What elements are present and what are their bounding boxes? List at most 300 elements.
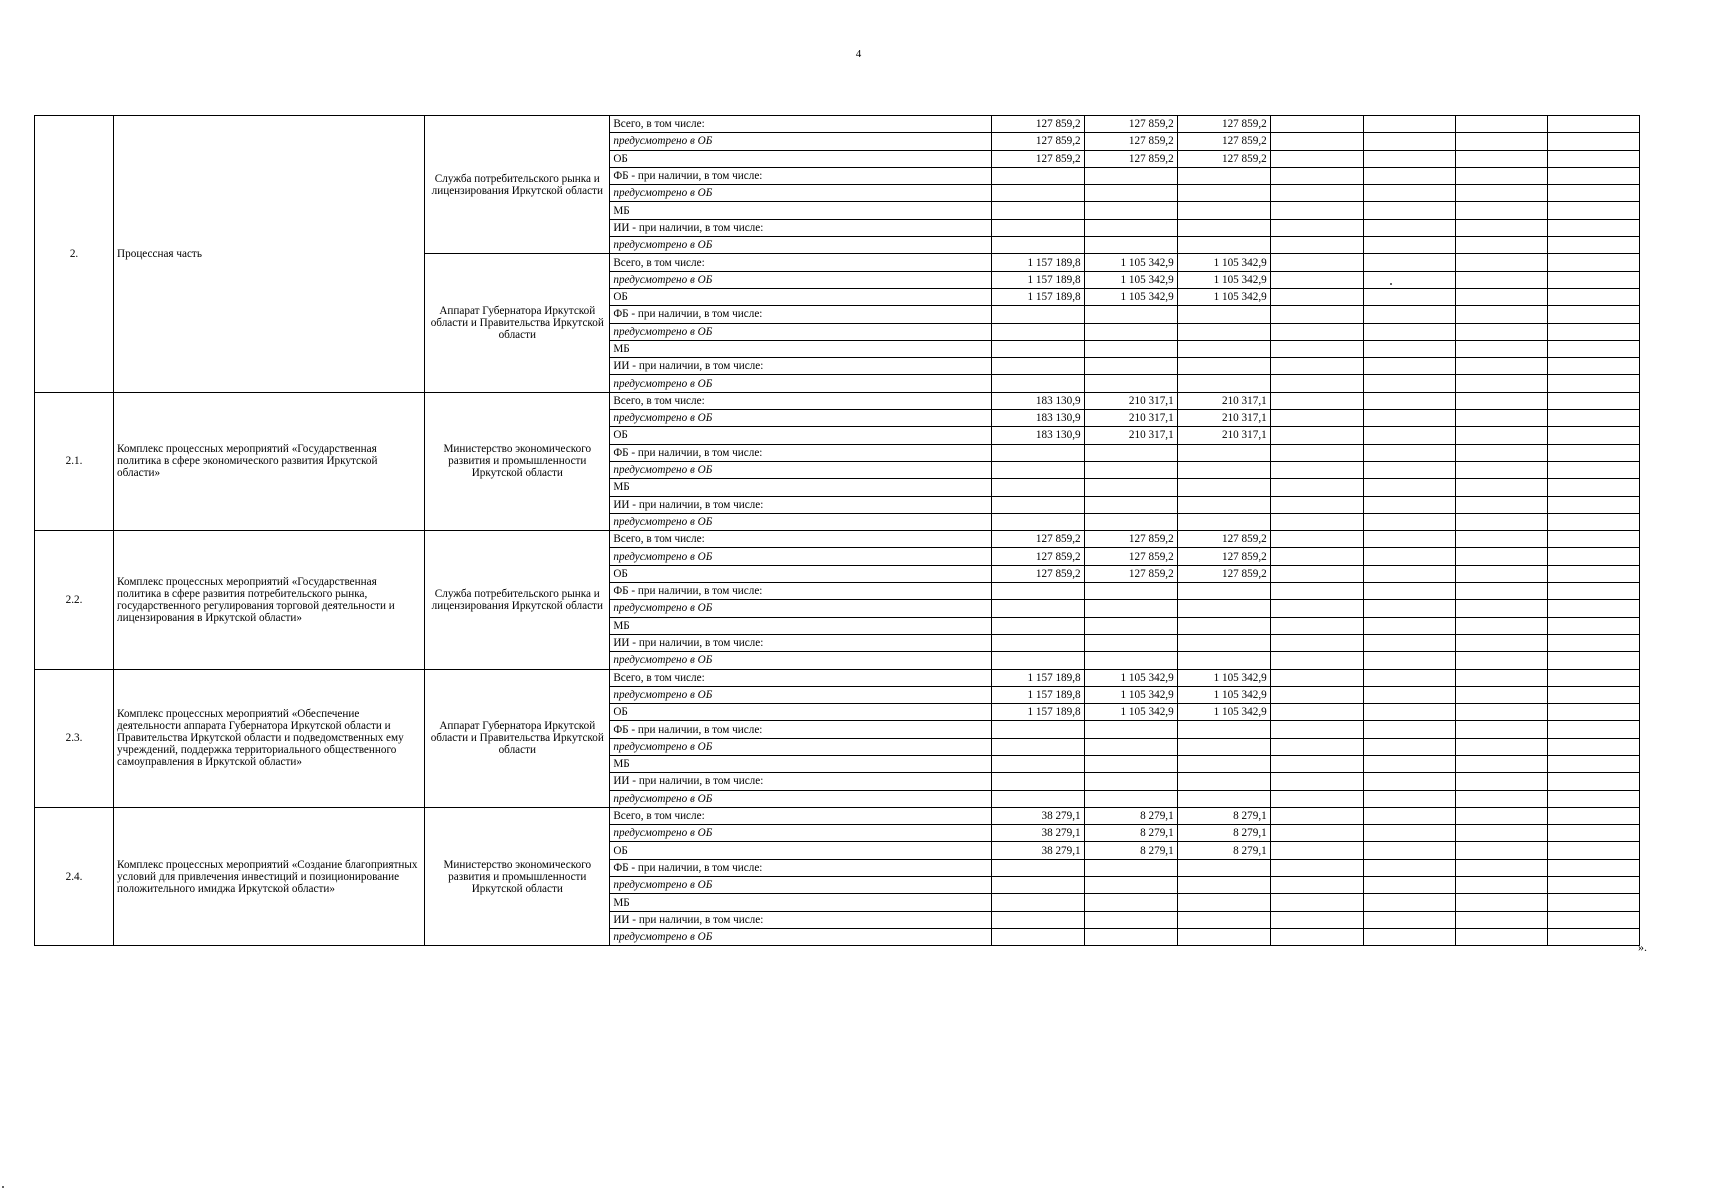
empty-cell — [991, 306, 1084, 323]
funding-value: 127 859,2 — [1177, 531, 1270, 548]
empty-cell — [1084, 928, 1177, 945]
funding-value: 1 105 342,9 — [1084, 271, 1177, 288]
empty-cell — [991, 513, 1084, 530]
empty-cell — [1547, 340, 1639, 357]
funding-value: 1 105 342,9 — [1177, 288, 1270, 305]
source-provided-ob: предусмотрено в ОБ — [610, 375, 991, 392]
empty-cell — [1547, 254, 1639, 271]
empty-cell — [1270, 859, 1363, 876]
empty-cell — [1084, 237, 1177, 254]
empty-cell — [1363, 825, 1455, 842]
funding-value: 183 130,9 — [991, 410, 1084, 427]
empty-cell — [1547, 911, 1639, 928]
empty-cell — [1547, 323, 1639, 340]
empty-cell — [1270, 825, 1363, 842]
empty-cell — [1455, 583, 1547, 600]
empty-cell — [1084, 340, 1177, 357]
empty-cell — [1270, 928, 1363, 945]
empty-cell — [1270, 652, 1363, 669]
empty-cell — [1084, 496, 1177, 513]
source-fb: ФБ - при наличии, в том числе: — [610, 583, 991, 600]
empty-cell — [1363, 375, 1455, 392]
empty-cell — [1270, 738, 1363, 755]
empty-cell — [1177, 583, 1270, 600]
empty-cell — [1363, 306, 1455, 323]
empty-cell — [1547, 358, 1639, 375]
empty-cell — [1084, 721, 1177, 738]
empty-cell — [1455, 219, 1547, 236]
funding-value: 8 279,1 — [1177, 807, 1270, 824]
empty-cell — [1547, 773, 1639, 790]
empty-cell — [991, 479, 1084, 496]
source-mb: МБ — [610, 479, 991, 496]
empty-cell — [1363, 496, 1455, 513]
empty-cell — [1547, 807, 1639, 824]
empty-cell — [1455, 686, 1547, 703]
responsible-executor: Министерство экономического развития и промышленности Иркутской области — [425, 392, 610, 530]
empty-cell — [1363, 427, 1455, 444]
empty-cell — [1363, 911, 1455, 928]
funding-value: 127 859,2 — [1177, 133, 1270, 150]
source-provided-ob: предусмотрено в ОБ — [610, 790, 991, 807]
empty-cell — [1270, 461, 1363, 478]
empty-cell — [991, 167, 1084, 184]
responsible-executor: Аппарат Губернатора Иркутской области и Правительства Иркутской области — [425, 669, 610, 807]
empty-cell — [1084, 877, 1177, 894]
item-number: 2. — [35, 116, 114, 393]
empty-cell — [1177, 600, 1270, 617]
empty-cell — [991, 634, 1084, 651]
empty-cell — [1455, 167, 1547, 184]
empty-cell — [1084, 306, 1177, 323]
empty-cell — [1177, 773, 1270, 790]
empty-cell — [1547, 306, 1639, 323]
empty-cell — [991, 755, 1084, 772]
empty-cell — [1177, 877, 1270, 894]
empty-cell — [1363, 669, 1455, 686]
empty-cell — [1084, 773, 1177, 790]
empty-cell — [991, 185, 1084, 202]
empty-cell — [1363, 444, 1455, 461]
empty-cell — [1177, 358, 1270, 375]
empty-cell — [1455, 825, 1547, 842]
empty-cell — [1084, 583, 1177, 600]
empty-cell — [1177, 479, 1270, 496]
source-ob: ОБ — [610, 288, 991, 305]
empty-cell — [1270, 583, 1363, 600]
empty-cell — [1455, 513, 1547, 530]
source-ii: ИИ - при наличии, в том числе: — [610, 496, 991, 513]
empty-cell — [1455, 133, 1547, 150]
empty-cell — [1363, 531, 1455, 548]
empty-cell — [1270, 133, 1363, 150]
empty-cell — [1270, 877, 1363, 894]
empty-cell — [1547, 600, 1639, 617]
empty-cell — [1363, 219, 1455, 236]
empty-cell — [1455, 358, 1547, 375]
funding-value: 1 157 189,8 — [991, 271, 1084, 288]
empty-cell — [1084, 167, 1177, 184]
empty-cell — [1455, 721, 1547, 738]
empty-cell — [1270, 237, 1363, 254]
empty-cell — [1084, 634, 1177, 651]
item-number: 2.3. — [35, 669, 114, 807]
source-provided-ob: предусмотрено в ОБ — [610, 271, 991, 288]
empty-cell — [1270, 271, 1363, 288]
funding-value: 1 157 189,8 — [991, 669, 1084, 686]
source-ob: ОБ — [610, 704, 991, 721]
budget-table-body — [35, 116, 1640, 946]
empty-cell — [991, 773, 1084, 790]
funding-value: 8 279,1 — [1177, 825, 1270, 842]
source-ob: ОБ — [610, 427, 991, 444]
funding-value: 183 130,9 — [991, 392, 1084, 409]
empty-cell — [1270, 548, 1363, 565]
empty-cell — [1363, 894, 1455, 911]
funding-value: 1 105 342,9 — [1084, 669, 1177, 686]
item-name: Комплекс процессных мероприятий «Обеспечение деятельности аппарата Губернатора Иркутской области и Правительства Иркутской области и подведомственных ему учреждений, поддержка территориального общественного самоуправления в Иркутской области» — [114, 669, 425, 807]
source-provided-ob: предусмотрено в ОБ — [610, 513, 991, 530]
empty-cell — [1084, 911, 1177, 928]
empty-cell — [991, 652, 1084, 669]
empty-cell — [1084, 755, 1177, 772]
source-mb: МБ — [610, 617, 991, 634]
funding-value: 210 317,1 — [1084, 410, 1177, 427]
empty-cell — [1547, 167, 1639, 184]
empty-cell — [1455, 185, 1547, 202]
empty-cell — [1270, 219, 1363, 236]
empty-cell — [1455, 340, 1547, 357]
empty-cell — [1455, 548, 1547, 565]
empty-cell — [1363, 358, 1455, 375]
empty-cell — [1270, 704, 1363, 721]
empty-cell — [1084, 479, 1177, 496]
funding-value: 38 279,1 — [991, 842, 1084, 859]
empty-cell — [991, 859, 1084, 876]
item-number: 2.1. — [35, 392, 114, 530]
empty-cell — [1455, 427, 1547, 444]
empty-cell — [1547, 859, 1639, 876]
empty-cell — [1547, 133, 1639, 150]
table-row — [35, 807, 1640, 824]
funding-value: 127 859,2 — [1084, 116, 1177, 133]
source-ii: ИИ - при наличии, в том числе: — [610, 773, 991, 790]
empty-cell — [1084, 358, 1177, 375]
empty-cell — [1455, 306, 1547, 323]
empty-cell — [1177, 634, 1270, 651]
empty-cell — [1270, 150, 1363, 167]
empty-cell — [1455, 600, 1547, 617]
empty-cell — [1270, 790, 1363, 807]
empty-cell — [1270, 167, 1363, 184]
empty-cell — [1363, 755, 1455, 772]
empty-cell — [1270, 513, 1363, 530]
empty-cell — [1547, 219, 1639, 236]
empty-cell — [1177, 911, 1270, 928]
source-provided-ob: предусмотрено в ОБ — [610, 237, 991, 254]
empty-cell — [1177, 202, 1270, 219]
empty-cell — [991, 323, 1084, 340]
empty-cell — [1547, 755, 1639, 772]
empty-cell — [1084, 859, 1177, 876]
empty-cell — [1270, 807, 1363, 824]
empty-cell — [1177, 928, 1270, 945]
source-ii: ИИ - при наличии, в том числе: — [610, 634, 991, 651]
empty-cell — [1084, 202, 1177, 219]
responsible-executor: Служба потребительского рынка и лицензирования Иркутской области — [425, 531, 610, 669]
table-row — [35, 116, 1640, 133]
empty-cell — [1455, 877, 1547, 894]
source-fb: ФБ - при наличии, в том числе: — [610, 167, 991, 184]
empty-cell — [1547, 410, 1639, 427]
funding-value: 127 859,2 — [991, 548, 1084, 565]
source-fb: ФБ - при наличии, в том числе: — [610, 444, 991, 461]
empty-cell — [1177, 790, 1270, 807]
empty-cell — [1455, 375, 1547, 392]
empty-cell — [1455, 202, 1547, 219]
empty-cell — [1270, 565, 1363, 582]
empty-cell — [1270, 410, 1363, 427]
empty-cell — [1270, 755, 1363, 772]
empty-cell — [1363, 652, 1455, 669]
empty-cell — [1547, 185, 1639, 202]
empty-cell — [1084, 461, 1177, 478]
closing-quote: ». — [1638, 940, 1647, 954]
empty-cell — [1363, 461, 1455, 478]
funding-value: 127 859,2 — [1084, 531, 1177, 548]
source-total: Всего, в том числе: — [610, 531, 991, 548]
empty-cell — [1270, 842, 1363, 859]
empty-cell — [1177, 237, 1270, 254]
empty-cell — [1547, 634, 1639, 651]
empty-cell — [991, 340, 1084, 357]
empty-cell — [991, 928, 1084, 945]
source-mb: МБ — [610, 894, 991, 911]
empty-cell — [1547, 686, 1639, 703]
empty-cell — [1455, 894, 1547, 911]
table-row — [35, 392, 1640, 409]
empty-cell — [991, 375, 1084, 392]
empty-cell — [1270, 479, 1363, 496]
empty-cell — [1177, 513, 1270, 530]
funding-value: 127 859,2 — [1084, 565, 1177, 582]
empty-cell — [1084, 513, 1177, 530]
empty-cell — [991, 877, 1084, 894]
empty-cell — [991, 461, 1084, 478]
source-total: Всего, в том числе: — [610, 669, 991, 686]
empty-cell — [1363, 738, 1455, 755]
empty-cell — [1363, 583, 1455, 600]
empty-cell — [1363, 721, 1455, 738]
empty-cell — [1363, 790, 1455, 807]
empty-cell — [1455, 392, 1547, 409]
empty-cell — [1084, 738, 1177, 755]
empty-cell — [991, 790, 1084, 807]
empty-cell — [1547, 894, 1639, 911]
source-provided-ob: предусмотрено в ОБ — [610, 825, 991, 842]
budget-table — [34, 115, 1640, 946]
funding-value: 8 279,1 — [1177, 842, 1270, 859]
empty-cell — [1455, 807, 1547, 824]
empty-cell — [1177, 738, 1270, 755]
item-number: 2.2. — [35, 531, 114, 669]
empty-cell — [1177, 444, 1270, 461]
empty-cell — [1455, 617, 1547, 634]
empty-cell — [1455, 461, 1547, 478]
empty-cell — [1363, 807, 1455, 824]
source-provided-ob: предусмотрено в ОБ — [610, 133, 991, 150]
source-total: Всего, в том числе: — [610, 254, 991, 271]
empty-cell — [1363, 686, 1455, 703]
empty-cell — [1363, 548, 1455, 565]
empty-cell — [1363, 842, 1455, 859]
empty-cell — [1547, 617, 1639, 634]
empty-cell — [1363, 288, 1455, 305]
empty-cell — [1363, 202, 1455, 219]
empty-cell — [1547, 531, 1639, 548]
empty-cell — [1270, 375, 1363, 392]
source-fb: ФБ - при наличии, в том числе: — [610, 306, 991, 323]
empty-cell — [1455, 790, 1547, 807]
empty-cell — [1547, 738, 1639, 755]
empty-cell — [1547, 444, 1639, 461]
empty-cell — [1547, 271, 1639, 288]
funding-value: 8 279,1 — [1084, 842, 1177, 859]
empty-cell — [1270, 288, 1363, 305]
empty-cell — [1455, 652, 1547, 669]
funding-value: 210 317,1 — [1084, 427, 1177, 444]
empty-cell — [1547, 461, 1639, 478]
empty-cell — [1270, 911, 1363, 928]
empty-cell — [1547, 513, 1639, 530]
empty-cell — [1270, 306, 1363, 323]
empty-cell — [1084, 652, 1177, 669]
empty-cell — [1177, 340, 1270, 357]
funding-value: 1 105 342,9 — [1177, 686, 1270, 703]
empty-cell — [1363, 116, 1455, 133]
empty-cell — [1177, 859, 1270, 876]
empty-cell — [1363, 323, 1455, 340]
source-fb: ФБ - при наличии, в том числе: — [610, 859, 991, 876]
empty-cell — [1363, 133, 1455, 150]
empty-cell — [1084, 894, 1177, 911]
empty-cell — [1084, 444, 1177, 461]
empty-cell — [1270, 496, 1363, 513]
funding-value: 1 105 342,9 — [1177, 271, 1270, 288]
empty-cell — [1177, 496, 1270, 513]
source-ii: ИИ - при наличии, в том числе: — [610, 219, 991, 236]
empty-cell — [1084, 600, 1177, 617]
empty-cell — [991, 583, 1084, 600]
source-ob: ОБ — [610, 565, 991, 582]
empty-cell — [1270, 773, 1363, 790]
empty-cell — [991, 237, 1084, 254]
empty-cell — [1547, 877, 1639, 894]
empty-cell — [991, 738, 1084, 755]
empty-cell — [1270, 392, 1363, 409]
empty-cell — [1177, 894, 1270, 911]
empty-cell — [1363, 617, 1455, 634]
source-mb: МБ — [610, 202, 991, 219]
funding-value: 1 105 342,9 — [1084, 686, 1177, 703]
empty-cell — [1177, 185, 1270, 202]
source-ob: ОБ — [610, 842, 991, 859]
funding-value: 183 130,9 — [991, 427, 1084, 444]
funding-value: 1 157 189,8 — [991, 704, 1084, 721]
responsible-executor: Министерство экономического развития и промышленности Иркутской области — [425, 807, 610, 945]
item-name: Комплекс процессных мероприятий «Государственная политика в сфере развития потребительского рынка, государственного регулирования торговой деятельности и лицензирования в Иркутской области» — [114, 531, 425, 669]
empty-cell — [1547, 548, 1639, 565]
source-provided-ob: предусмотрено в ОБ — [610, 686, 991, 703]
funding-value: 210 317,1 — [1177, 427, 1270, 444]
source-provided-ob: предусмотрено в ОБ — [610, 185, 991, 202]
empty-cell — [1363, 254, 1455, 271]
empty-cell — [1177, 755, 1270, 772]
empty-cell — [1547, 669, 1639, 686]
funding-value: 38 279,1 — [991, 825, 1084, 842]
funding-value: 127 859,2 — [1084, 150, 1177, 167]
empty-cell — [1177, 652, 1270, 669]
source-total: Всего, в том числе: — [610, 392, 991, 409]
empty-cell — [1270, 686, 1363, 703]
empty-cell — [1084, 617, 1177, 634]
empty-cell — [991, 358, 1084, 375]
funding-value: 127 859,2 — [991, 116, 1084, 133]
empty-cell — [1547, 116, 1639, 133]
empty-cell — [1455, 738, 1547, 755]
funding-value: 1 105 342,9 — [1177, 254, 1270, 271]
funding-value: 1 105 342,9 — [1177, 669, 1270, 686]
empty-cell — [1363, 513, 1455, 530]
funding-value: 8 279,1 — [1084, 807, 1177, 824]
page-number: 4 — [855, 48, 862, 60]
source-ii: ИИ - при наличии, в том числе: — [610, 911, 991, 928]
empty-cell — [1547, 721, 1639, 738]
funding-value: 127 859,2 — [1177, 150, 1270, 167]
empty-cell — [1177, 721, 1270, 738]
source-provided-ob: предусмотрено в ОБ — [610, 738, 991, 755]
item-name: Процессная часть — [114, 116, 425, 393]
table-row — [35, 669, 1640, 686]
source-provided-ob: предусмотрено в ОБ — [610, 877, 991, 894]
empty-cell — [1363, 634, 1455, 651]
scan-speck — [1390, 283, 1392, 285]
empty-cell — [1177, 167, 1270, 184]
empty-cell — [1270, 669, 1363, 686]
empty-cell — [1363, 600, 1455, 617]
empty-cell — [1455, 479, 1547, 496]
source-provided-ob: предусмотрено в ОБ — [610, 461, 991, 478]
empty-cell — [1547, 928, 1639, 945]
empty-cell — [1363, 859, 1455, 876]
empty-cell — [1547, 150, 1639, 167]
empty-cell — [1547, 202, 1639, 219]
source-total: Всего, в том числе: — [610, 116, 991, 133]
funding-value: 1 105 342,9 — [1084, 704, 1177, 721]
empty-cell — [1455, 669, 1547, 686]
item-name: Комплекс процессных мероприятий «Создание благоприятных условий для привлечения инвестиций и позиционирование положительного имиджа Иркутской области» — [114, 807, 425, 945]
source-mb: МБ — [610, 755, 991, 772]
empty-cell — [1455, 237, 1547, 254]
empty-cell — [991, 600, 1084, 617]
empty-cell — [1177, 375, 1270, 392]
empty-cell — [1177, 306, 1270, 323]
funding-value: 8 279,1 — [1084, 825, 1177, 842]
empty-cell — [1455, 911, 1547, 928]
empty-cell — [1547, 825, 1639, 842]
funding-value: 210 317,1 — [1177, 410, 1270, 427]
source-total: Всего, в том числе: — [610, 807, 991, 824]
